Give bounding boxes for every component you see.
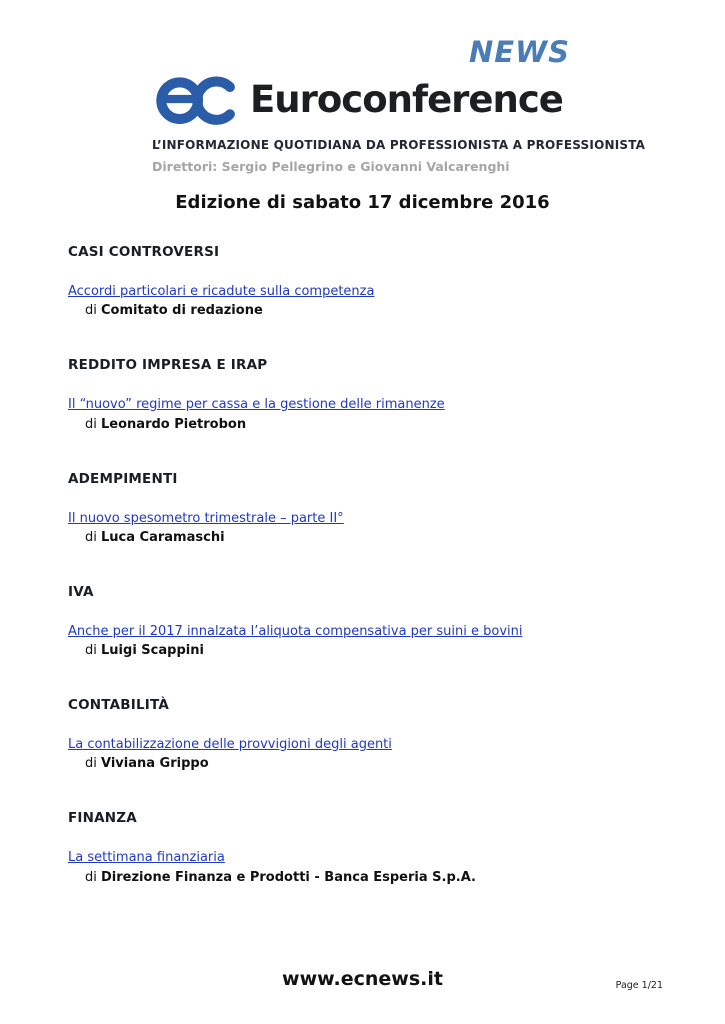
category-heading: CONTABILITÀ bbox=[68, 697, 170, 713]
author-name: Luca Caramaschi bbox=[101, 529, 225, 545]
category-heading: FINANZA bbox=[68, 810, 137, 827]
byline-prefix: di bbox=[85, 303, 97, 319]
tagline: L’INFORMAZIONE QUOTIDIANA DA PROFESSIONISTA A PROFESSIONISTA bbox=[152, 138, 646, 152]
author-name: Leonardo Pietrobon bbox=[101, 416, 247, 432]
byline bbox=[85, 417, 667, 432]
news-label: NEWS bbox=[469, 35, 570, 69]
euroconference-logo-icon bbox=[152, 69, 244, 129]
byline-prefix: di bbox=[85, 416, 97, 432]
toc-section-adempimenti bbox=[68, 471, 667, 545]
category-heading: IVA bbox=[68, 583, 94, 600]
byline bbox=[85, 643, 667, 658]
toc-section-reddito-impresa-e-irap bbox=[68, 357, 667, 431]
author-name: Viviana Grippo bbox=[101, 756, 209, 772]
site-url: www.ecnews.it bbox=[282, 968, 443, 990]
article-link[interactable]: La contabilizzazione delle provvigioni degli agenti bbox=[68, 737, 392, 752]
page-number: Page 1/21 bbox=[615, 980, 663, 991]
byline-prefix: di bbox=[85, 869, 97, 885]
masthead bbox=[152, 35, 646, 174]
category-heading: ADEMPIMENTI bbox=[68, 470, 178, 487]
byline-prefix: di bbox=[85, 756, 97, 772]
toc-section-finanza bbox=[68, 810, 667, 884]
byline bbox=[85, 303, 667, 318]
table-of-contents bbox=[68, 244, 667, 924]
author-name: Luigi Scappini bbox=[101, 643, 204, 658]
byline bbox=[85, 530, 667, 545]
directors-line: Direttori: Sergio Pellegrino e Giovanni Valcarenghi bbox=[152, 159, 510, 174]
article-link[interactable]: Il nuovo spesometro trimestrale – parte II° bbox=[68, 510, 344, 526]
category-heading: REDDITO IMPRESA E IRAP bbox=[68, 357, 268, 374]
brand-row bbox=[152, 69, 572, 129]
toc-section-casi-controversi bbox=[68, 244, 667, 318]
byline-prefix: di bbox=[85, 643, 97, 658]
byline bbox=[85, 756, 667, 771]
author-name: Direzione Finanza e Prodotti - Banca Esperia S.p.A. bbox=[101, 869, 476, 885]
article-link[interactable]: Accordi particolari e ricadute sulla competenza bbox=[68, 284, 375, 299]
toc-section-contabilita bbox=[68, 697, 667, 771]
byline bbox=[85, 870, 667, 885]
edition-title: Edizione di sabato 17 dicembre 2016 bbox=[175, 192, 550, 213]
article-link[interactable]: Anche per il 2017 innalzata l’aliquota compensativa per suini e bovini bbox=[68, 623, 523, 639]
toc-section-iva bbox=[68, 584, 667, 658]
author-name: Comitato di redazione bbox=[101, 303, 263, 319]
byline-prefix: di bbox=[85, 529, 97, 545]
article-link[interactable]: La settimana finanziaria bbox=[68, 850, 225, 866]
category-heading: CASI CONTROVERSI bbox=[68, 244, 220, 260]
brand-name: Euroconference bbox=[250, 77, 563, 121]
article-link[interactable]: Il “nuovo” regime per cassa e la gestione delle rimanenze bbox=[68, 397, 445, 413]
